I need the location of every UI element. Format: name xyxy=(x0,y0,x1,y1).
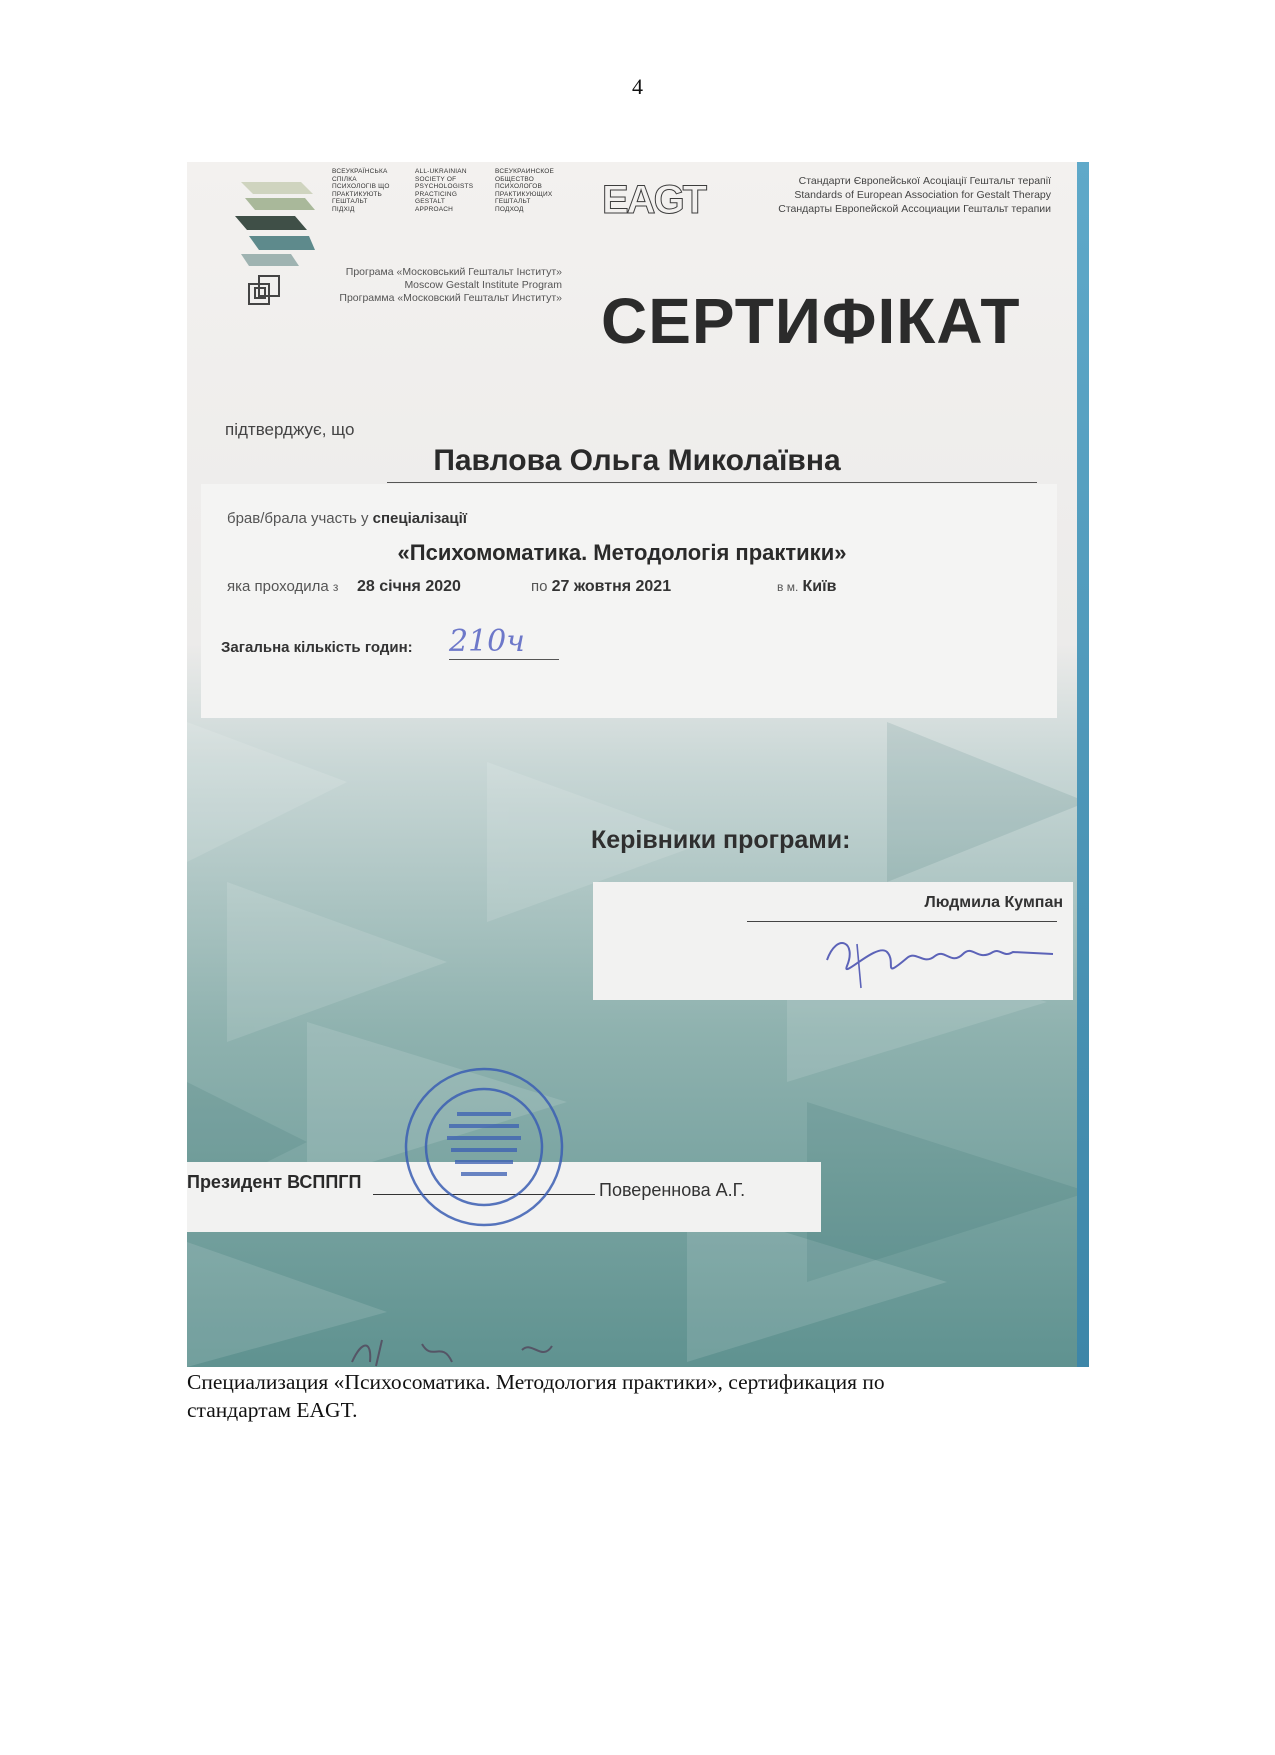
hours-value: 210ч xyxy=(449,624,525,659)
leaders-heading: Керівники програми: xyxy=(591,826,851,854)
mgi-logo-icon xyxy=(247,274,283,310)
org-name-ua: ВСЕУКРАЇНСЬКА СПІЛКА ПСИХОЛОГІВ ЩО ПРАКТИКУЮТЬ ГЕШТАЛЬТ ПІДХІД xyxy=(332,168,390,213)
leader-name: Людмила Кумпан xyxy=(924,894,1063,911)
name-underline xyxy=(387,482,1037,483)
hours-underline xyxy=(449,659,559,660)
organization-stamp xyxy=(399,1062,569,1232)
eagt-standards-text: Стандарти Європейської Асоціації Гештальт терапії Standards of European Association for Gestalt Therapy Стандарты Европейской Ассоциации Гештальт терапии xyxy=(778,175,1051,215)
layered-chevron-logo xyxy=(235,176,315,276)
org-name-ru: ВСЕУКРАИНСКОЕ ОБЩЕСТВО ПСИХОЛОГОВ ПРАКТИКУЮЩИХ ГЕШТАЛЬТ ПОДХОД xyxy=(495,168,555,213)
hours-label: Загальна кількість годин: xyxy=(221,639,413,656)
president-label: Президент ВСППГП xyxy=(187,1172,362,1192)
certificate-title: СЕРТИФІКАТ xyxy=(601,285,1021,357)
org-name-en: ALL-UKRAINIAN SOCIETY OF PSYCHOLOGISTS PRACTICING GESTALT APPROACH xyxy=(415,168,474,213)
page-number: 4 xyxy=(632,74,643,99)
course-title: «Психомоматика. Методологія практики» xyxy=(397,540,847,565)
held-label: яка проходила з xyxy=(227,578,339,595)
program-text: Програма «Московський Гештальт Інститут» Moscow Gestalt Institute Program Программа «Московский Гештальт Институт» xyxy=(339,266,562,304)
president-name: Повереннова А.Г. xyxy=(599,1180,746,1200)
handwritten-date-mark xyxy=(342,1332,602,1367)
date-to: по 27 жовтня 2021 xyxy=(531,578,672,595)
eagt-logo: EAGT xyxy=(602,178,706,222)
date-from: 28 січня 2020 xyxy=(357,578,461,595)
certificate-photo xyxy=(187,162,1089,1367)
leader-signature xyxy=(817,922,1057,992)
photo-edge-strip xyxy=(1077,162,1089,1367)
recipient-name: Павлова Ольга Миколаївна xyxy=(433,444,841,477)
participation-label: брав/брала участь у спеціалізації xyxy=(227,510,468,527)
city: в м. Київ xyxy=(777,578,837,595)
figure-caption: Специализация «Психосоматика. Методология практики», сертификация по стандартам EAGT. xyxy=(187,1370,885,1422)
confirms-label: підтверджує, що xyxy=(225,420,355,439)
